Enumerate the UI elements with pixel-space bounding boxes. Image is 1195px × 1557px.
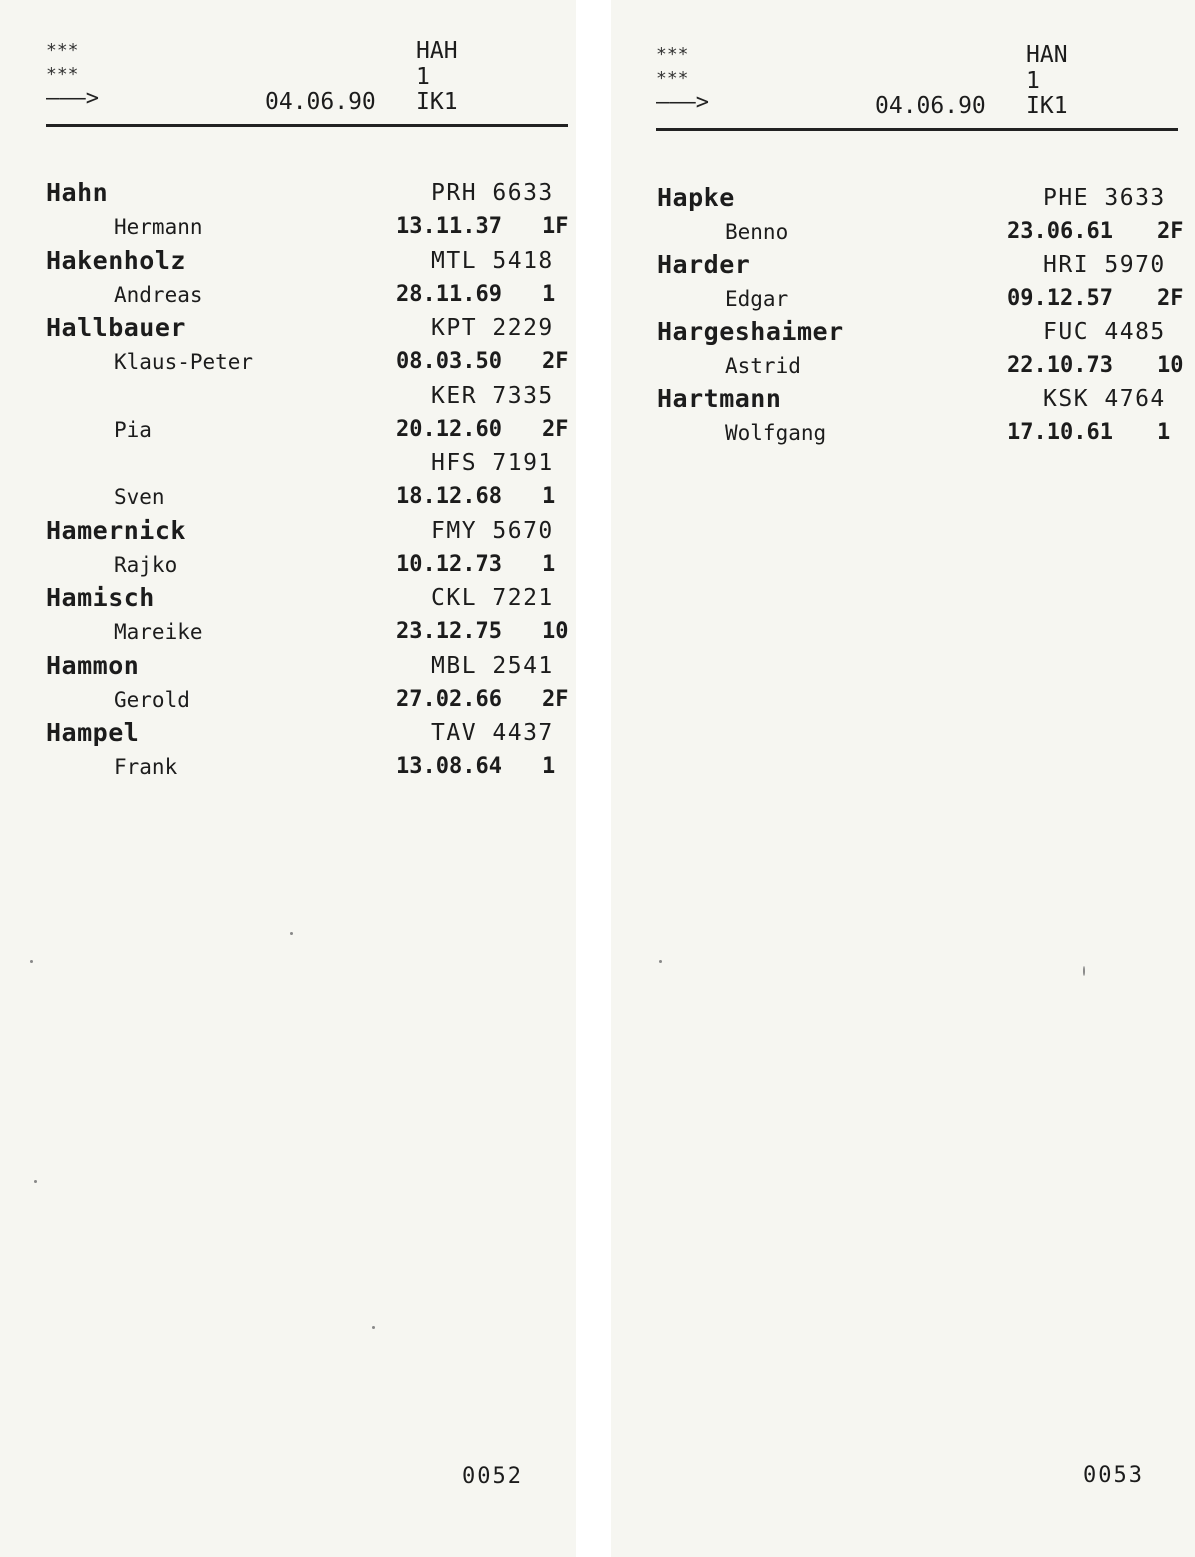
entry-class: 10 [1157, 353, 1184, 378]
entry-birth-date: 27.02.66 [396, 686, 502, 712]
entry-forename-row [657, 284, 1189, 318]
entry-surname-row [657, 384, 1189, 418]
entry-forename: Andreas [114, 282, 203, 307]
entry-surname-row [46, 448, 574, 482]
header-stars-2: *** [46, 64, 79, 85]
page-number: 0052 [462, 1464, 523, 1489]
paper-speck [34, 1180, 37, 1183]
entry-forename-row [657, 351, 1189, 385]
paper-speck [372, 1326, 375, 1329]
entry-birth-date: 10.12.73 [396, 551, 502, 577]
entry-class: 2F [542, 686, 569, 712]
entry-code: PRH 6633 [431, 180, 554, 206]
entry-birth-date: 08.03.50 [396, 349, 502, 374]
entry-forename-row [657, 217, 1189, 251]
paper-speck [1083, 966, 1085, 976]
paper-speck [30, 960, 33, 963]
entry-surname: Hamisch [46, 583, 155, 612]
entry-class: 2F [542, 349, 569, 374]
entry-forename: Frank [114, 755, 178, 779]
entry-forename: Mareike [114, 620, 203, 644]
entry-surname-row [46, 381, 574, 415]
entry-birth-date: 23.06.61 [1007, 219, 1113, 244]
entry-surname-row [46, 583, 574, 617]
entry-code: KER 7335 [431, 382, 554, 409]
sheet-right [611, 0, 1195, 1557]
entry-code: CKL 7221 [431, 585, 554, 611]
entry-forename: Rajko [114, 552, 178, 577]
entry-surname-row [46, 178, 574, 212]
header-number: 1 [416, 64, 430, 90]
entry-birth-date: 13.08.64 [396, 754, 502, 779]
page-number: 0053 [1083, 1463, 1144, 1488]
entry-forename-row [46, 347, 574, 381]
entry-forename-row [46, 212, 574, 246]
entry-class: 1 [542, 551, 556, 577]
entry-class: 2F [542, 416, 569, 442]
entry-birth-date: 17.10.61 [1007, 420, 1113, 445]
header-tag: IK1 [416, 89, 458, 115]
entry-birth-date: 22.10.73 [1007, 353, 1113, 378]
entry-birth-date: 09.12.57 [1007, 286, 1113, 311]
entry-surname-row [657, 317, 1189, 351]
entry-class: 1F [542, 214, 569, 239]
entry-forename-row [46, 617, 574, 651]
entry-surname: Hargeshaimer [657, 317, 844, 346]
entry-code: FUC 4485 [1043, 319, 1166, 345]
paper-speck [659, 960, 662, 963]
entry-forename-row [46, 280, 574, 314]
header-date: 04.06.90 [265, 89, 376, 115]
entry-forename: Astrid [725, 354, 801, 378]
entry-surname: Hampel [46, 718, 140, 747]
entry-class: 10 [542, 619, 569, 644]
entry-surname: Hartmann [657, 384, 782, 413]
header-date: 04.06.90 [875, 93, 986, 119]
entry-code: HRI 5970 [1043, 252, 1166, 278]
header-code: HAN [1026, 42, 1068, 68]
entry-code: FMY 5670 [431, 517, 554, 544]
entry-code: TAV 4437 [431, 720, 554, 746]
entry-code: KSK 4764 [1043, 386, 1166, 412]
entry-surname: Hammon [46, 650, 140, 680]
entry-forename: Wolfgang [725, 421, 827, 445]
entry-birth-date: 18.12.68 [396, 484, 502, 509]
entry-surname-row [657, 250, 1189, 284]
header-arrow: ———> [46, 86, 99, 111]
entry-birth-date: 20.12.60 [396, 416, 502, 442]
header-stars-1: *** [656, 44, 689, 65]
entry-forename: Edgar [725, 287, 789, 311]
entry-birth-date: 23.12.75 [396, 619, 502, 644]
entry-surname-row [46, 718, 574, 752]
header-tag: IK1 [1026, 93, 1068, 119]
header-stars-1: *** [46, 40, 79, 61]
entry-surname: Harder [657, 250, 751, 279]
sheet-left [0, 0, 576, 1557]
entry-surname: Hamernick [46, 515, 186, 545]
header-rule [46, 124, 568, 127]
entry-class: 1 [542, 281, 556, 307]
entry-code: PHE 3633 [1043, 185, 1166, 211]
entry-forename-row [46, 415, 574, 449]
entry-forename-row [46, 752, 574, 786]
entry-class: 2F [1157, 286, 1184, 311]
entry-birth-date: 28.11.69 [396, 281, 502, 307]
entry-surname-row [46, 651, 574, 685]
entry-code: MBL 2541 [431, 652, 554, 679]
header-stars-2: *** [656, 68, 689, 89]
entry-class: 2F [1157, 219, 1184, 244]
entry-surname: Hahn [46, 178, 109, 207]
entry-class: 1 [542, 484, 556, 509]
entry-forename: Hermann [114, 215, 203, 239]
entry-class: 1 [542, 754, 556, 779]
entry-forename-row [657, 418, 1189, 452]
entry-code: KPT 2229 [431, 315, 554, 341]
entry-forename: Gerold [114, 687, 190, 712]
entry-forename-row [46, 482, 574, 516]
entry-surname-row [46, 516, 574, 550]
entry-code: HFS 7191 [431, 450, 554, 476]
entry-code: MTL 5418 [431, 247, 554, 274]
entry-forename: Sven [114, 485, 165, 509]
header-number: 1 [1026, 68, 1040, 94]
entry-birth-date: 13.11.37 [396, 214, 502, 239]
header-rule [656, 128, 1178, 131]
entry-surname-row [46, 313, 574, 347]
header-arrow: ———> [656, 90, 709, 115]
entry-forename-row [46, 685, 574, 719]
entry-surname: Hallbauer [46, 313, 186, 342]
entry-surname: Hapke [657, 183, 735, 212]
entry-forename: Pia [114, 417, 152, 442]
entry-surname-row [46, 246, 574, 280]
entry-surname-row [657, 183, 1189, 217]
entry-surname: Hakenholz [46, 245, 186, 275]
entry-class: 1 [1157, 420, 1171, 445]
paper-speck [290, 932, 293, 935]
entry-forename-row [46, 550, 574, 584]
header-code: HAH [416, 38, 458, 64]
entry-forename: Benno [725, 220, 789, 244]
entry-forename: Klaus-Peter [114, 350, 254, 374]
